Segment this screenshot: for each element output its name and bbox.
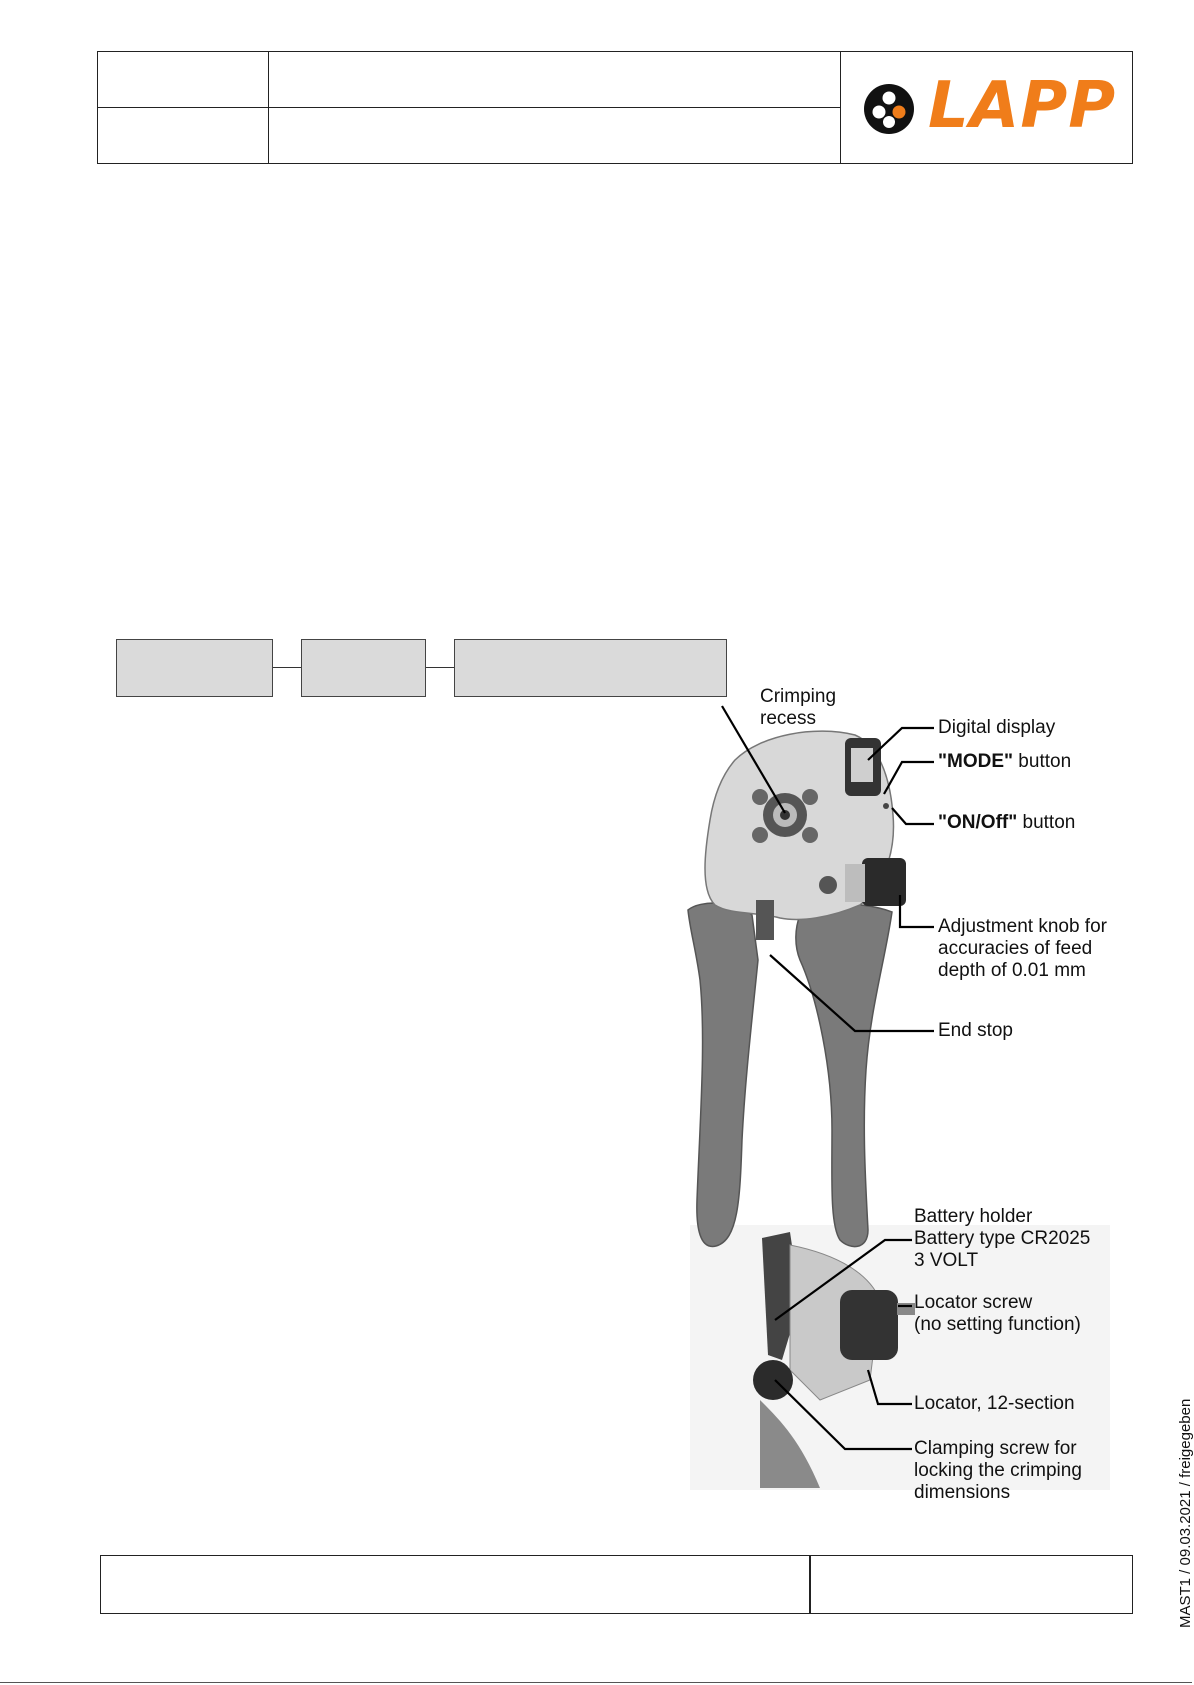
callout-adjustment-knob-line-3: depth of 0.01 mm <box>938 960 1086 981</box>
process-connector-2 <box>426 667 454 668</box>
mode-button-suffix: button <box>1013 751 1072 772</box>
callout-end-stop: End stop <box>938 1020 1013 1041</box>
header-cell-title <box>268 51 841 108</box>
process-box-3 <box>454 639 727 697</box>
callout-locator-screw-line-1: Locator screw <box>914 1292 1033 1313</box>
crimping-tool-illustration <box>680 690 1110 1490</box>
callout-crimping-recess-line-2: recess <box>760 708 816 729</box>
onoff-button-name: "ON/Off" <box>938 812 1018 833</box>
callout-locator: Locator, 12-section <box>914 1393 1075 1414</box>
callout-crimping-recess <box>760 686 836 730</box>
callout-locator-screw <box>914 1292 1081 1336</box>
callout-crimping-recess-line-1: Crimping <box>760 686 837 707</box>
clamping-screw-shape <box>753 1360 793 1400</box>
callout-mode-button <box>938 751 1071 773</box>
document-status-note: MAST1 / 09.03.2021 / freigegeben <box>1177 1398 1194 1628</box>
callout-battery-holder <box>914 1206 1090 1272</box>
callout-onoff-button <box>938 812 1075 834</box>
header-cell-subtitle <box>268 107 841 164</box>
callout-battery-holder-line-1: Battery holder <box>914 1206 1033 1227</box>
callout-adjustment-knob-line-2: accuracies of feed <box>938 938 1093 959</box>
callout-adjustment-knob <box>938 916 1107 982</box>
callout-battery-holder-line-2: Battery type CR2025 <box>914 1228 1091 1249</box>
footer-cell-right <box>809 1555 1133 1614</box>
header-cell-label-1 <box>97 51 269 108</box>
callout-battery-holder-line-3: 3 VOLT <box>914 1250 979 1271</box>
process-box-1 <box>116 639 273 697</box>
callout-adjustment-knob-line-1: Adjustment knob for <box>938 916 1107 937</box>
header-cell-label-2 <box>97 107 269 164</box>
left-handle <box>688 903 758 1246</box>
onoff-button-suffix: button <box>1017 812 1076 833</box>
process-connector-1 <box>273 667 301 668</box>
callout-clamping-screw <box>914 1438 1082 1504</box>
callout-digital-display: Digital display <box>938 717 1056 738</box>
callout-locator-screw-line-2: (no setting function) <box>914 1314 1081 1335</box>
callout-clamping-screw-line-1: Clamping screw for <box>914 1438 1077 1459</box>
lapp-logo-icon <box>862 82 916 136</box>
brand-logo-text: LAPP <box>928 69 1117 143</box>
callout-clamping-screw-line-3: dimensions <box>914 1482 1011 1503</box>
right-handle <box>796 904 892 1246</box>
page-bottom-rule <box>0 1682 1192 1683</box>
process-box-2 <box>301 639 426 697</box>
callout-clamping-screw-line-2: locking the crimping <box>914 1460 1082 1481</box>
locator-shape <box>840 1290 898 1360</box>
footer-cell-left <box>100 1555 811 1614</box>
mode-button-name: "MODE" <box>938 751 1014 772</box>
